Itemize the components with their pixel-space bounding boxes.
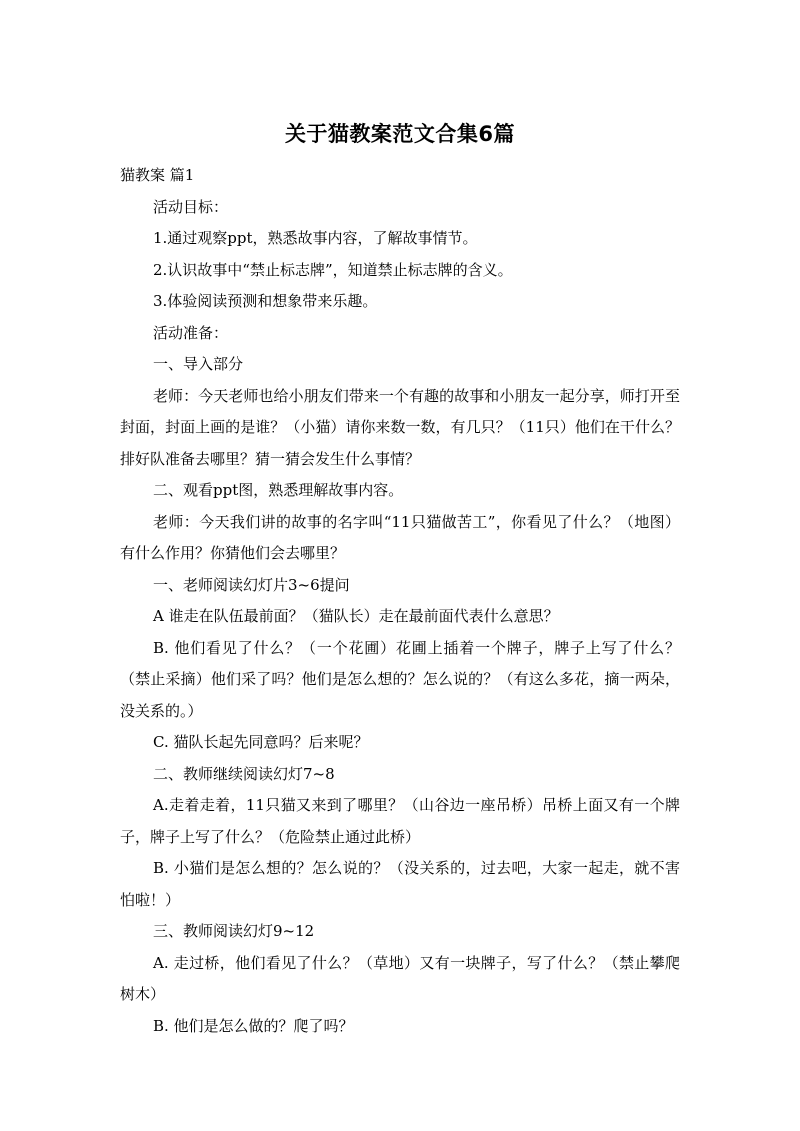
document-body [120, 160, 680, 1042]
paragraph: C. 猫队长起先同意吗？后来呢？ [153, 733, 369, 751]
paragraph: 1.通过观察ppt，熟悉故事内容，了解故事情节。 [153, 229, 478, 247]
paragraph: 一、导入部分 [153, 355, 244, 373]
paragraph: 活动目标： [153, 197, 229, 216]
paragraph: 二、教师继续阅读幻灯7~8 [153, 764, 335, 783]
paragraph: 老师：今天我们讲的故事的名字叫“11只猫做苦工”，你看见了什么？（地图）有什么作用？你猜他们会去哪里？ [120, 512, 680, 562]
paragraph: 3.体验阅读预测和想象带来乐趣。 [153, 292, 378, 310]
paragraph: B. 他们看见了什么？（一个花圃）花圃上插着一个牌子，牌子上写了什么？（禁止采摘）他们采了吗？他们是怎么想的？怎么说的？（有这么多花，摘一两朵，没关系的。） [120, 638, 680, 720]
paragraph: A 谁走在队伍最前面？（猫队长）走在最前面代表什么意思？ [153, 607, 559, 625]
paragraph: 老师：今天老师也给小朋友们带来一个有趣的故事和小朋友一起分享，师打开至封面，封面上画的是谁？（小猫）请你来数一数，有几只？（11只）他们在干什么？排好队准备去哪里？猜一猜会发生什么事情？ [120, 386, 680, 468]
paragraph: 二、观看ppt图，熟悉理解故事内容。 [153, 481, 404, 499]
section-heading: 猫教案 篇1 [120, 166, 195, 184]
paragraph: 活动准备： [153, 323, 229, 342]
paragraph: 一、老师阅读幻灯片3~6提问 [153, 575, 350, 594]
paragraph: 三、教师阅读幻灯9~12 [153, 922, 315, 940]
document-title: 关于猫教案范文合集6篇 [284, 122, 516, 146]
paragraph: 2.认识故事中“禁止标志牌”，知道禁止标志牌的含义。 [153, 260, 513, 279]
paragraph: A. 走过桥，他们看见了什么？（草地）又有一块牌子，写了什么？（禁止攀爬树木） [120, 953, 680, 1003]
paragraph: B. 小猫们是怎么想的？怎么说的？（没关系的，过去吧，大家一起走，就不害怕啦！） [120, 859, 680, 909]
paragraph: A.走着走着，11只猫又来到了哪里？（山谷边一座吊桥）吊桥上面又有一个牌子，牌子上写了什么？（危险禁止通过此桥） [120, 796, 680, 846]
paragraph: B. 他们是怎么做的？爬了吗？ [153, 1016, 354, 1035]
